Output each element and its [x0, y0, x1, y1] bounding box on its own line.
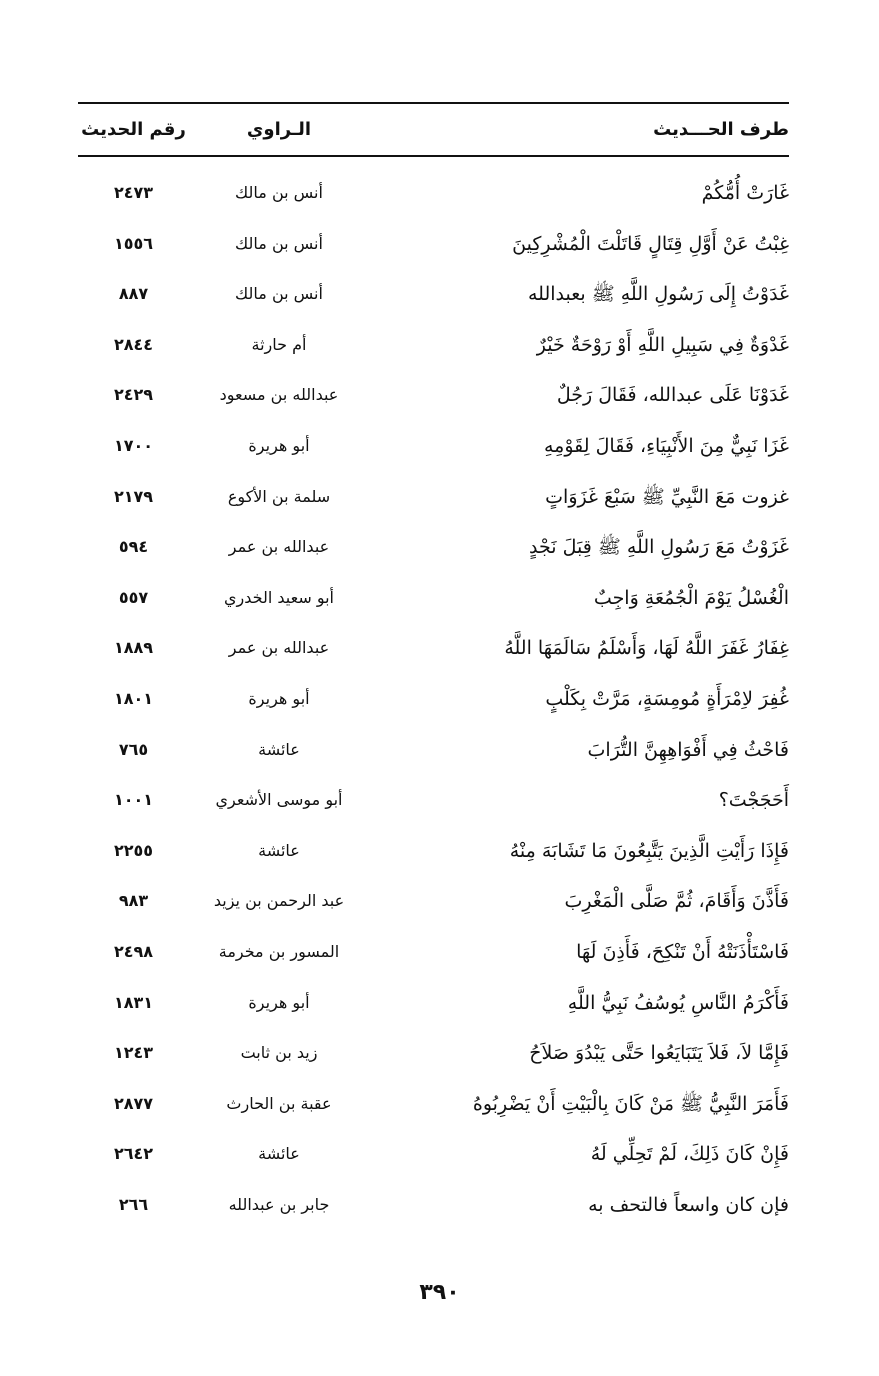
hadith-number: ٧٦٥ [118, 739, 149, 759]
narrator: عائشة [258, 840, 300, 860]
header-hadith-number: رقم الحديث [81, 119, 186, 140]
hadith-number: ١٨٣١ [113, 992, 154, 1012]
table-row [78, 826, 789, 877]
narrator: سلمة بن الأكوع [227, 486, 331, 506]
table-row [78, 370, 789, 421]
hadith-text: غَدْوَةٌ فِي سَبِيلِ اللَّهِ أَوْ رَوْحَةٌ خَيْرٌ [536, 333, 789, 356]
hadith-number: ١٨٠١ [113, 688, 154, 708]
hadith-number: ٢٦٦ [118, 1194, 149, 1214]
hadith-text: غَزَوْتُ مَعَ رَسُولِ اللَّهِ ﷺ قِبَلَ نَجْدٍ [529, 536, 789, 559]
narrator: أنس بن مالك [235, 233, 323, 253]
table-row [78, 320, 789, 371]
hadith-number: ٥٥٧ [118, 587, 149, 607]
hadith-number: ٢٨٤٤ [113, 334, 154, 354]
narrator: أنس بن مالك [235, 284, 323, 304]
hadith-number: ١٠٠١ [113, 790, 154, 810]
hadith-text: فَأَكْرَمُ النَّاسِ يُوسُفُ نَبِيُّ اللَّهِ [567, 991, 789, 1014]
page-number: ٣٩٠ [419, 1280, 460, 1305]
narrator: أبو هريرة [248, 992, 310, 1012]
hadith-number: ٢٤٧٣ [113, 183, 154, 202]
narrator: زيد بن ثابت [240, 1043, 318, 1063]
table-row [78, 269, 789, 320]
table-row [78, 1028, 789, 1079]
table-row [78, 421, 789, 472]
table-row [78, 522, 789, 573]
hadith-text: غزوت مَعَ النَّبِيِّ ﷺ سَبْعَ غَزَوَاتٍ [545, 485, 789, 508]
hadith-text: فإن كان واسعاً فالتحف به [588, 1193, 789, 1216]
narrator: أبو هريرة [248, 435, 310, 455]
narrator: عبدالله بن مسعود [219, 385, 339, 405]
table-row [78, 1180, 789, 1231]
hadith-text: فَاحْثُ فِي أَفْوَاهِهِنَّ التُّرَابَ [587, 738, 789, 761]
hadith-text: فَأَمَرَ النَّبِيُّ ﷺ مَنْ كَانَ بِالْبَيْتِ أَنْ يَضْرِبُوهُ [472, 1092, 789, 1115]
table-row [78, 623, 789, 674]
header-hadith-text: طرف الحـــديث [653, 119, 789, 140]
narrator: أبو موسى الأشعري [215, 790, 343, 810]
narrator: جابر بن عبدالله [228, 1194, 330, 1214]
table-row [78, 725, 789, 776]
hadith-table-body [78, 168, 789, 1230]
hadith-text: غِفَارُ غَفَرَ اللَّهُ لَهَا، وَأَسْلَمُ سَالَمَهَا اللَّهُ [504, 637, 789, 660]
table-row [78, 1079, 789, 1130]
hadith-text: غَدَوْنَا عَلَى عبدالله، فَقَالَ رَجُلٌ [556, 384, 789, 407]
hadith-number: ٢٦٤٢ [113, 1144, 154, 1164]
hadith-text: فَأَذَّنَ وَأَقَامَ، ثُمَّ صَلَّى الْمَغْرِبَ [564, 890, 789, 913]
hadith-number: ٢٤٩٨ [113, 941, 154, 961]
hadith-number: ٥٩٤ [118, 537, 149, 557]
narrator: المسور بن مخرمة [218, 941, 340, 961]
narrator: أبو هريرة [248, 688, 310, 708]
table-row [78, 1129, 789, 1180]
table-row [78, 472, 789, 523]
hadith-number: ٢١٧٩ [113, 486, 154, 506]
narrator: أنس بن مالك [235, 183, 323, 202]
hadith-number: ٨٨٧ [118, 284, 149, 304]
narrator: أبو سعيد الخدري [224, 587, 334, 607]
hadith-number: ١٢٤٣ [113, 1043, 154, 1063]
narrator: عقبة بن الحارث [226, 1093, 332, 1113]
header-rule [78, 155, 789, 157]
table-row [78, 674, 789, 725]
table-row [78, 927, 789, 978]
hadith-text: فَإِمَّا لاَ، فَلاَ يَتَبَايَعُوا حَتَّى يَبْدُوَ صَلاَحُ [529, 1042, 789, 1065]
table-row [78, 775, 789, 826]
hadith-text: فَاسْتَأْذَنَتْهُ أَنْ تَنْكِحَ، فَأَذِنَ لَهَا [576, 940, 789, 963]
hadith-text: الْغُسْلُ يَوْمَ الْجُمُعَةِ وَاجِبٌ [593, 586, 789, 609]
hadith-number: ١٥٥٦ [113, 233, 154, 253]
hadith-text: غِبْتُ عَنْ أَوَّلِ قِتَالٍ قَاتَلْتَ الْمُشْرِكِينَ [512, 232, 789, 255]
narrator: أم حارثة [251, 334, 307, 354]
narrator: عائشة [258, 739, 300, 759]
hadith-text: فَإِنْ كَانَ ذَلِكَ، لَمْ تَحِلِّي لَهُ [590, 1143, 789, 1166]
hadith-number: ٢٢٥٥ [113, 840, 154, 860]
header-narrator: الـراوي [246, 119, 312, 140]
table-row [78, 168, 789, 219]
hadith-number: ١٨٨٩ [113, 638, 154, 658]
hadith-number: ٢٤٢٩ [113, 385, 154, 405]
table-row [78, 978, 789, 1029]
table-row [78, 219, 789, 270]
top-rule [78, 102, 789, 104]
hadith-text: غَارَتْ أُمُّكُمْ [701, 182, 789, 204]
narrator: عبدالله بن عمر [228, 537, 330, 557]
table-row [78, 573, 789, 624]
hadith-number: ٢٨٧٧ [113, 1093, 154, 1113]
hadith-number: ١٧٠٠ [113, 435, 154, 455]
narrator: عبدالله بن عمر [228, 638, 330, 658]
narrator: عبد الرحمن بن يزيد [213, 891, 345, 911]
hadith-number: ٩٨٣ [118, 891, 149, 911]
hadith-text: فَإِذَا رَأَيْتِ الَّذِينَ يَتَّبِعُونَ مَا تَشَابَهَ مِنْهُ [509, 839, 789, 862]
narrator: عائشة [258, 1144, 300, 1164]
table-row [78, 876, 789, 927]
hadith-text: غَزَا نَبِيٌّ مِنَ الأَنْبِيَاءِ، فَقَالَ لِقَوْمِهِ [544, 434, 789, 457]
table-header [78, 108, 789, 152]
hadith-text: غُفِرَ لاِمْرَأَةٍ مُومِسَةٍ، مَرَّتْ بِكَلْبٍ [545, 687, 789, 710]
hadith-text: أَحَجَجْتَ؟ [718, 789, 789, 812]
hadith-text: غَدَوْتُ إِلَى رَسُولِ اللَّهِ ﷺ بعبدالله [528, 283, 789, 306]
